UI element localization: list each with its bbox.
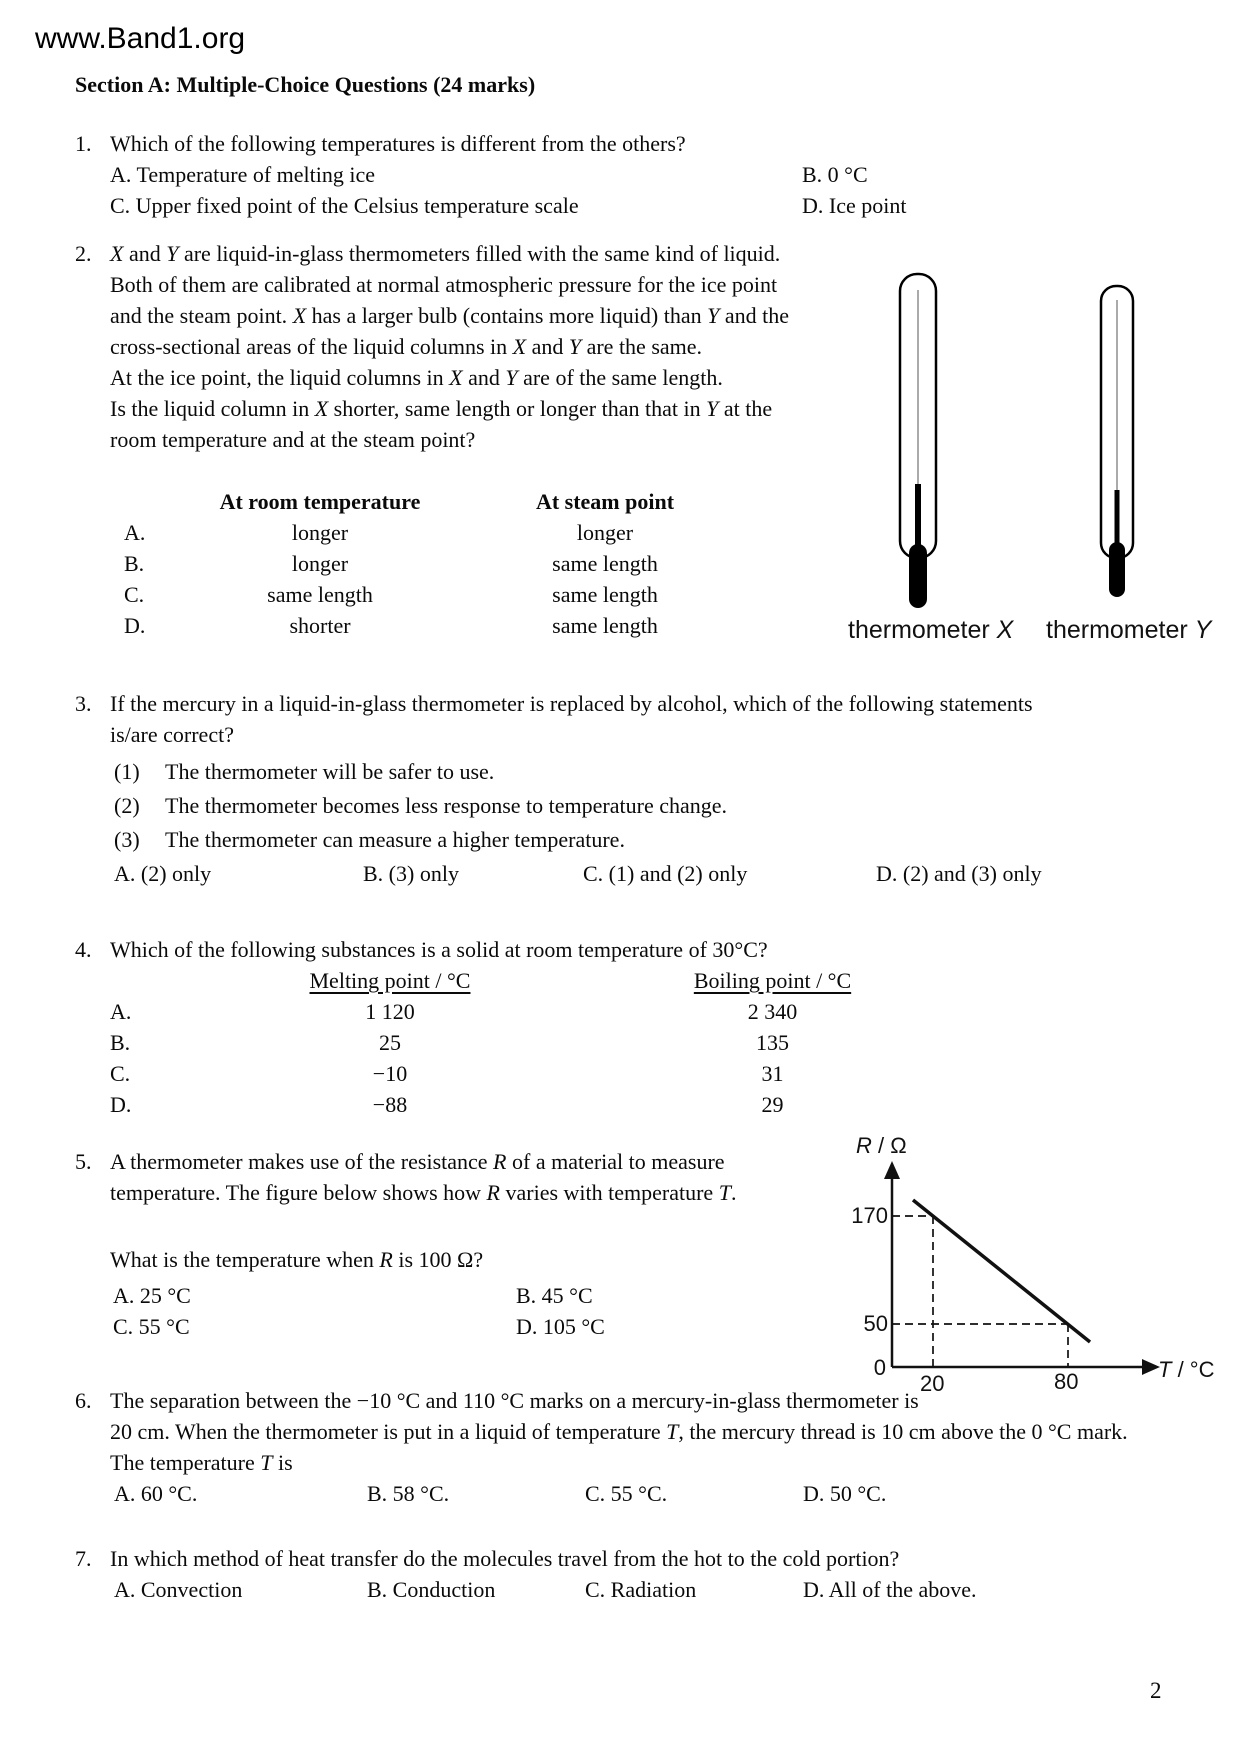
column-header: At steam point bbox=[535, 489, 675, 514]
table-cell: same length bbox=[552, 551, 658, 576]
question-3 bbox=[75, 688, 1042, 891]
question-text-line: Is the liquid column in X shorter, same length or longer than that in Y at the bbox=[110, 396, 773, 421]
table-cell: longer bbox=[291, 551, 349, 576]
thermometer-x-diagram bbox=[896, 272, 942, 612]
row-label: A. bbox=[110, 999, 132, 1024]
option-c: C. 55 °C bbox=[113, 1314, 190, 1339]
thermometer-y-label: thermometer Y bbox=[1046, 616, 1212, 644]
table-cell: longer bbox=[291, 520, 349, 545]
question-text-line: The separation between the −10 °C and 110 °C marks on a mercury-in-glass thermometer is bbox=[110, 1388, 919, 1413]
column-header: At room temperature bbox=[219, 489, 421, 514]
statement-text: The thermometer becomes less response to temperature change. bbox=[165, 793, 727, 818]
row-label: C. bbox=[110, 1061, 131, 1086]
table-cell: same length bbox=[552, 582, 658, 607]
question-text-line: temperature. The figure below shows how R varies with temperature T. bbox=[110, 1180, 737, 1205]
watermark-url: www.Band1.org bbox=[35, 22, 246, 55]
x-axis-label: T / °C bbox=[1158, 1357, 1215, 1382]
option-c: C. (1) and (2) only bbox=[583, 861, 748, 886]
question-text-line: The temperature T is bbox=[110, 1450, 293, 1475]
option-c: C. 55 °C. bbox=[585, 1481, 668, 1506]
table-cell: shorter bbox=[289, 613, 351, 638]
table-cell: same length bbox=[552, 613, 658, 638]
x-tick-80: 80 bbox=[1054, 1369, 1079, 1394]
origin-label: 0 bbox=[873, 1355, 886, 1380]
option-b: B. 45 °C bbox=[516, 1283, 593, 1308]
thermometer-x-label: thermometer X bbox=[848, 616, 1014, 644]
question-7 bbox=[75, 1543, 977, 1605]
table-cell: −88 bbox=[372, 1092, 408, 1117]
table-cell: 1 120 bbox=[365, 999, 415, 1024]
option-b: B. 0 °C bbox=[802, 162, 868, 187]
question-number: 3. bbox=[75, 691, 92, 716]
question-number: 2. bbox=[75, 241, 92, 266]
column-header: Boiling point / °C bbox=[693, 968, 852, 993]
row-label: D. bbox=[110, 1092, 132, 1117]
row-label: B. bbox=[110, 1030, 131, 1055]
column-header: Melting point / °C bbox=[309, 968, 471, 993]
option-b: B. (3) only bbox=[363, 861, 459, 886]
option-a: A. 25 °C bbox=[113, 1283, 191, 1308]
question-text-line: and the steam point. X has a larger bulb (contains more liquid) than Y and the bbox=[110, 303, 790, 328]
melting-boiling-table bbox=[110, 965, 945, 1120]
option-d: D. 50 °C. bbox=[803, 1481, 887, 1506]
question-text: In which method of heat transfer do the molecules travel from the hot to the cold portion? bbox=[110, 1546, 900, 1571]
option-a: A. (2) only bbox=[114, 861, 212, 886]
question-text-line: cross-sectional areas of the liquid columns in X and Y are the same. bbox=[110, 334, 703, 359]
y-tick-50: 50 bbox=[863, 1311, 888, 1336]
question-text-line: If the mercury in a liquid-in-glass thermometer is replaced by alcohol, which of the following statements bbox=[110, 691, 1033, 716]
question-text-line: is/are correct? bbox=[110, 722, 234, 747]
option-d: D. 105 °C bbox=[516, 1314, 605, 1339]
table-cell: 29 bbox=[761, 1092, 784, 1117]
table-cell: 25 bbox=[379, 1030, 401, 1055]
page-number: 2 bbox=[1150, 1678, 1162, 1703]
option-c: C. Radiation bbox=[585, 1577, 697, 1602]
table-cell: longer bbox=[576, 520, 634, 545]
row-label: C. bbox=[124, 582, 145, 607]
question-text: Which of the following temperatures is different from the others? bbox=[110, 131, 686, 156]
row-label: A. bbox=[124, 520, 146, 545]
statement-text: The thermometer will be safer to use. bbox=[165, 759, 495, 784]
question-text: Which of the following substances is a solid at room temperature of 30°C? bbox=[110, 937, 768, 962]
option-c: C. Upper fixed point of the Celsius temperature scale bbox=[110, 193, 579, 218]
y-axis-label: R / Ω bbox=[856, 1133, 907, 1158]
table-cell: 31 bbox=[761, 1061, 784, 1086]
option-d: D. All of the above. bbox=[803, 1577, 977, 1602]
question-text-line: X and Y are liquid-in-glass thermometers filled with the same kind of liquid. bbox=[110, 241, 781, 266]
row-label: D. bbox=[124, 613, 146, 638]
x-tick-20: 20 bbox=[920, 1371, 945, 1396]
option-d: D. (2) and (3) only bbox=[876, 861, 1042, 886]
question-text-line: At the ice point, the liquid columns in X and Y are of the same length. bbox=[110, 365, 723, 390]
option-a: A. Convection bbox=[114, 1577, 243, 1602]
question-text-line: 20 cm. When the thermometer is put in a liquid of temperature T, the mercury thread is 10 cm above the 0 °C mark. bbox=[110, 1419, 1128, 1444]
question-number: 4. bbox=[75, 937, 92, 962]
question-6 bbox=[75, 1385, 1128, 1509]
thermometer-figure bbox=[840, 268, 1240, 658]
statement-2 bbox=[110, 789, 1042, 823]
statement-number: (2) bbox=[114, 793, 140, 818]
question-1 bbox=[75, 128, 906, 221]
option-a: A. Temperature of melting ice bbox=[110, 162, 376, 187]
option-b: B. Conduction bbox=[367, 1577, 496, 1602]
option-d: D. Ice point bbox=[802, 193, 907, 218]
statement-number: (3) bbox=[114, 827, 140, 852]
table-cell: same length bbox=[267, 582, 373, 607]
option-b: B. 58 °C. bbox=[367, 1481, 450, 1506]
question-5 bbox=[75, 1146, 736, 1342]
table-cell: −10 bbox=[372, 1061, 408, 1086]
row-label: B. bbox=[124, 551, 145, 576]
question-2 bbox=[75, 238, 789, 641]
section-title: Section A: Multiple-Choice Questions (24 marks) bbox=[75, 72, 536, 97]
question-text-line: A thermometer makes use of the resistance R of a material to measure bbox=[110, 1149, 725, 1174]
question-number: 1. bbox=[75, 131, 92, 156]
statement-1 bbox=[110, 755, 1042, 789]
statement-3 bbox=[110, 823, 1042, 857]
question-number: 7. bbox=[75, 1546, 92, 1571]
question-prompt: What is the temperature when R is 100 Ω? bbox=[110, 1247, 484, 1272]
resistance-temperature-graph bbox=[840, 1125, 1240, 1410]
question-4 bbox=[75, 934, 945, 1120]
answer-table bbox=[110, 486, 789, 641]
option-a: A. 60 °C. bbox=[114, 1481, 198, 1506]
statement-text: The thermometer can measure a higher temperature. bbox=[165, 827, 625, 852]
table-cell: 2 340 bbox=[747, 999, 798, 1024]
question-number: 6. bbox=[75, 1388, 92, 1413]
question-number: 5. bbox=[75, 1149, 92, 1174]
thermometer-y-diagram bbox=[1098, 284, 1138, 614]
question-text-line: Both of them are calibrated at normal atmospheric pressure for the ice point bbox=[110, 272, 778, 297]
question-text-line: room temperature and at the steam point? bbox=[110, 427, 476, 452]
y-tick-170: 170 bbox=[851, 1203, 888, 1228]
table-cell: 135 bbox=[756, 1030, 789, 1055]
statement-number: (1) bbox=[114, 759, 140, 784]
